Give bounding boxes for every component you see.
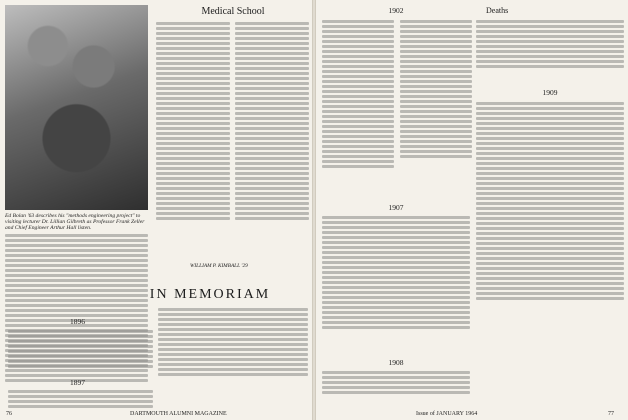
- page-number: 77: [608, 411, 614, 417]
- news-photo: [5, 5, 148, 210]
- text-column-h: [322, 214, 470, 331]
- left-page: [0, 0, 312, 420]
- photo-caption: Ed Bolan '63 describes his "methods engineering project" to visiting lecturer Dr. Lillian Gilbreth as Professor Frank Zeller and Chief Engineer Arthur Hall listen.: [5, 213, 145, 232]
- year-heading: 1909: [542, 88, 558, 97]
- author-signature: WILLIAM P. KIMBALL '29: [190, 263, 248, 269]
- memoriam-heading: IN MEMORIAM: [149, 287, 271, 302]
- text-column-i: [322, 369, 470, 396]
- section-heading: Medical School: [201, 6, 265, 17]
- text-column-f: [8, 388, 153, 410]
- text-column-a: [156, 20, 230, 222]
- text-column-g: [322, 18, 394, 170]
- year-heading: 1902: [388, 6, 404, 15]
- text-column-j: [476, 18, 624, 70]
- page-number: 76: [6, 411, 12, 417]
- deaths-list: [400, 18, 472, 160]
- deaths-heading: Deaths: [486, 6, 509, 15]
- right-page: [316, 0, 628, 420]
- text-column-e: [158, 306, 308, 378]
- year-heading: 1897: [70, 378, 85, 387]
- year-heading: 1896: [70, 317, 85, 326]
- text-column-b: [235, 20, 309, 222]
- text-column-k: [476, 100, 624, 302]
- magazine-name: DARTMOUTH ALUMNI MAGAZINE: [130, 411, 227, 417]
- text-column-d: [8, 328, 153, 370]
- year-heading: 1908: [388, 358, 404, 367]
- issue-date: Issue of JANUARY 1964: [416, 411, 478, 417]
- year-heading: 1907: [388, 203, 404, 212]
